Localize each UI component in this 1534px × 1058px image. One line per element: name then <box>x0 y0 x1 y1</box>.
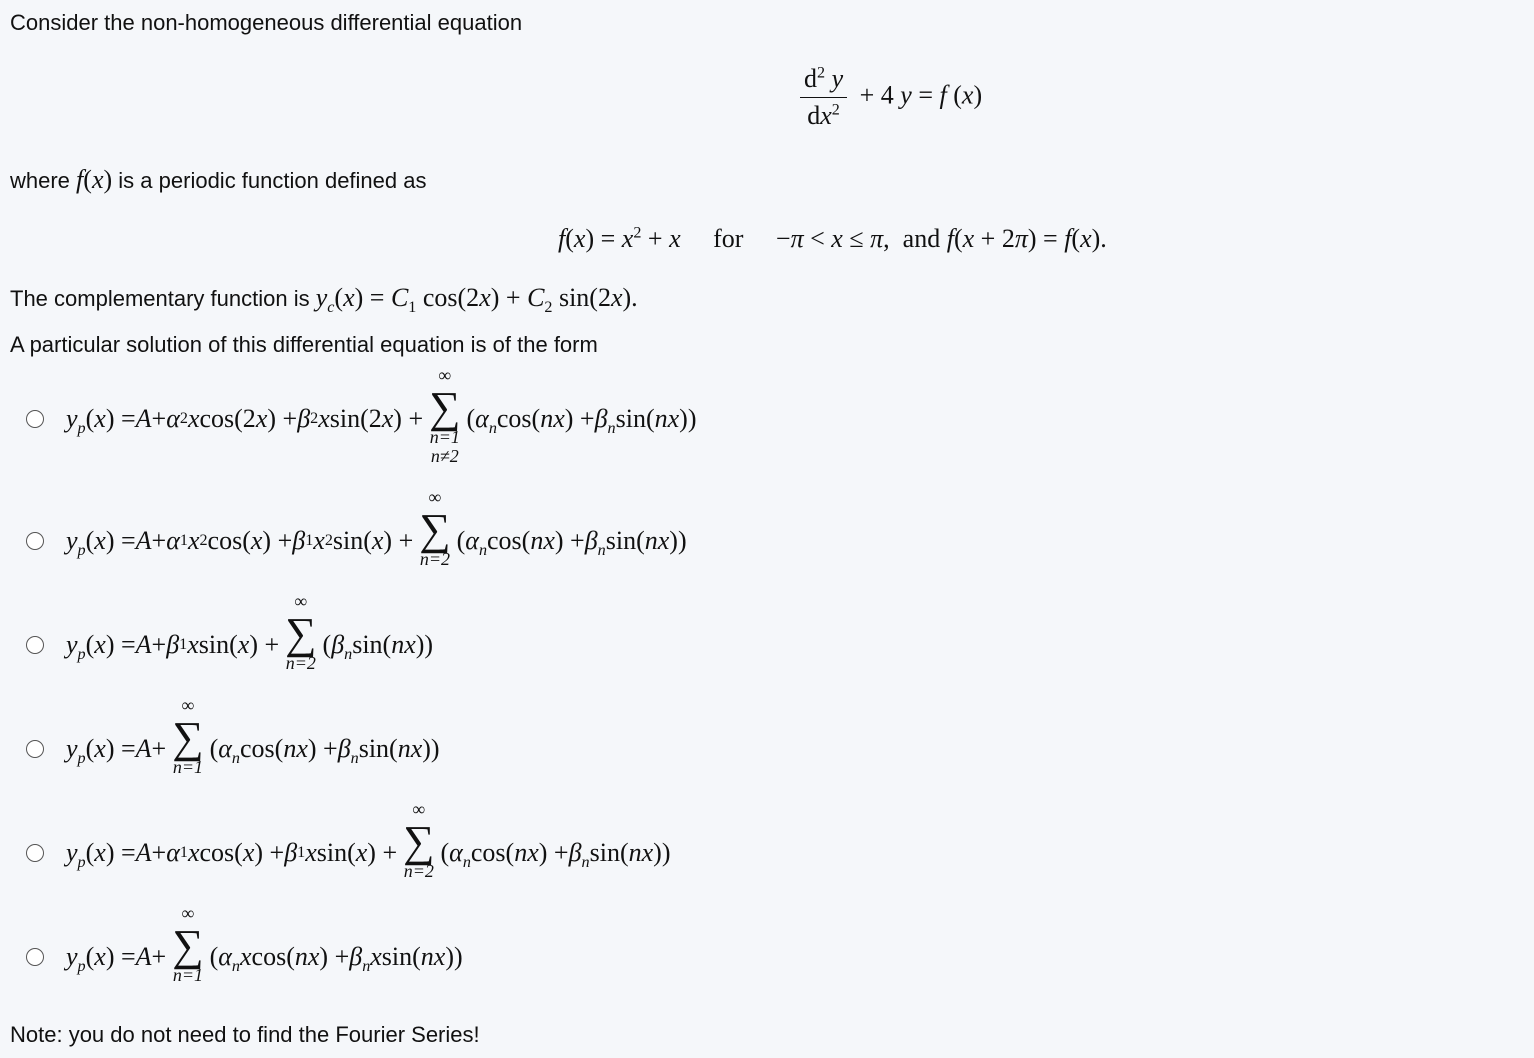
complementary-function: The complementary function is $y_c(x) = C_1$ $\cos(2x) + C_2$ sin(2x). <box>10 283 638 317</box>
f-of-x: f <box>76 165 84 194</box>
option-1-expression: $y_p$ ( x ) = A + α 2 x cos(2 x ) + β 2 x sin(2 x ) + ∞ ∑ n=1 n≠2 ( $\alpha_n$ cos( nx ) + $\beta_n$ sin( nx )) <box>66 366 696 472</box>
particular-prompt: A particular solution of this differential equation is of the form <box>10 332 598 357</box>
option-3[interactable] <box>26 590 433 700</box>
option-4[interactable] <box>26 694 440 804</box>
radio-option-1[interactable] <box>26 410 44 428</box>
option-2[interactable] <box>26 486 687 596</box>
option-1[interactable] <box>26 364 696 474</box>
where-text: where f(x) is a periodic function defined as <box>10 165 427 194</box>
option-4-expression: $y_p$ ( x ) = A + ∞ ∑ n=1 ( $\alpha_n$ cos( nx ) + $\beta_n$ sin( nx )) <box>66 696 440 802</box>
option-2-expression: $y_p$ ( x ) = A + α 1 x 2 cos( x ) + β 1 x 2 sin( x ) + ∞ ∑ n=2 ( $\alpha_n$ cos( nx ) + $\beta_n$ sin( nx )) <box>66 488 687 594</box>
radio-option-6[interactable] <box>26 948 44 966</box>
summation: ∞ ∑ n=1 <box>172 903 204 985</box>
radio-option-3[interactable] <box>26 636 44 654</box>
option-6[interactable] <box>26 902 463 1012</box>
summation: ∞ ∑ n=1 <box>172 695 204 777</box>
summation: ∞ ∑ n=2 <box>285 591 317 673</box>
radio-option-2[interactable] <box>26 532 44 550</box>
summation: ∞ ∑ n=2 <box>403 799 435 881</box>
option-3-expression: $y_p$ ( x ) = A + β 1 x sin( x ) + ∞ ∑ n=2 ( $\beta_n$ sin( nx )) <box>66 592 433 698</box>
intro-text: Consider the non-homogeneous differential equation <box>10 10 523 35</box>
differential-equation: $\frac{d^2 y}{dx^2}$ + 4 y = f (x) <box>800 66 982 129</box>
option-5[interactable] <box>26 798 670 908</box>
option-5-expression: $y_p$ ( x ) = A + α 1 x cos( x ) + β 1 x sin( x ) + ∞ ∑ n=2 ( $\alpha_n$ cos( nx ) + $\beta_n$ sin( nx )) <box>66 800 670 906</box>
periodic-definition: $f(x) = x^2 + x$ for −π < x ≤ π, and f(x + 2π) = f(x). <box>558 224 1107 253</box>
radio-option-5[interactable] <box>26 844 44 862</box>
note-text: Note: you do not need to find the Fourier Series! <box>10 1022 480 1047</box>
summation: ∞ ∑ n=2 <box>419 487 451 569</box>
option-6-expression: $y_p$ ( x ) = A + ∞ ∑ n=1 ( $\alpha_nx$ cos( nx ) + $\beta_nx$ sin( nx )) <box>66 904 463 1010</box>
radio-option-4[interactable] <box>26 740 44 758</box>
summation: ∞ ∑ n=1 n≠2 <box>429 365 461 466</box>
